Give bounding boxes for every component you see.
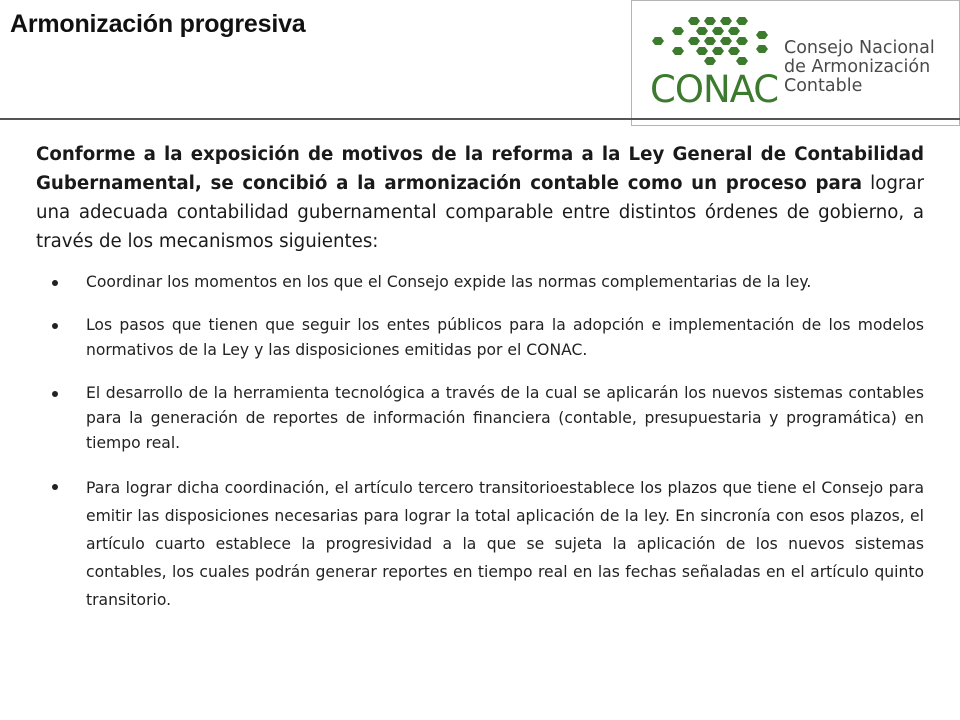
bullet-dot-icon	[52, 484, 58, 490]
slide-title: Armonización progresiva	[10, 10, 306, 38]
list-item	[36, 270, 924, 295]
hexagon-cluster-icon	[632, 1, 782, 73]
logo-acronym: CONAC	[650, 68, 779, 111]
title-divider	[0, 118, 960, 120]
list-item-text: Coordinar los momentos en los que el Consejo expide las normas complementarias de la ley.	[86, 273, 812, 291]
intro-bold-text: Conforme a la exposición de motivos de la reforma a la Ley General de Contabilidad Gubernamental, se concibió a la armonización contable como un proceso para	[36, 144, 924, 194]
list-item	[36, 381, 924, 456]
conac-logo	[631, 0, 960, 126]
logo-name	[784, 39, 959, 96]
intro-paragraph	[36, 140, 924, 256]
logo-name-line: Consejo Nacional	[784, 38, 935, 58]
list-item	[36, 474, 924, 614]
list-item-text: Los pasos que tienen que seguir los entes públicos para la adopción e implementación de los modelos normativos de la Ley y las disposiciones emitidas por el CONAC.	[86, 316, 924, 359]
slide-body	[36, 140, 924, 632]
mechanism-list	[36, 270, 924, 614]
bullet-dot-icon	[52, 280, 58, 286]
logo-name-line: Contable	[784, 76, 863, 96]
bullet-dot-icon	[52, 391, 58, 397]
list-item-text: El desarrollo de la herramienta tecnológica a través de la cual se aplicarán los nuevos sistemas contables para la generación de reportes de información financiera (contable, presupuestaria y programática) en tiempo real.	[86, 384, 924, 452]
intro-normal-text: lograr una adecuada contabilidad gubernamental comparable entre distintos órdenes de gobierno, a través de los mecanismos siguientes:	[36, 173, 925, 252]
list-item	[36, 313, 924, 363]
bullet-dot-icon	[52, 323, 58, 329]
logo-name-line: de Armonización	[784, 57, 931, 77]
list-item-text: Para lograr dicha coordinación, el artículo tercero transitorioestablece los plazos que tiene el Consejo para emitir las disposiciones necesarias para lograr la total aplicación de la ley. En sincronía con esos plazos, el artículo cuarto establece la progresividad a la que se sujeta la aplicación de los nuevos sistemas contables, los cuales podrán generar reportes en tiempo real en las fechas señaladas en el artículo quinto transitorio.	[86, 479, 924, 609]
